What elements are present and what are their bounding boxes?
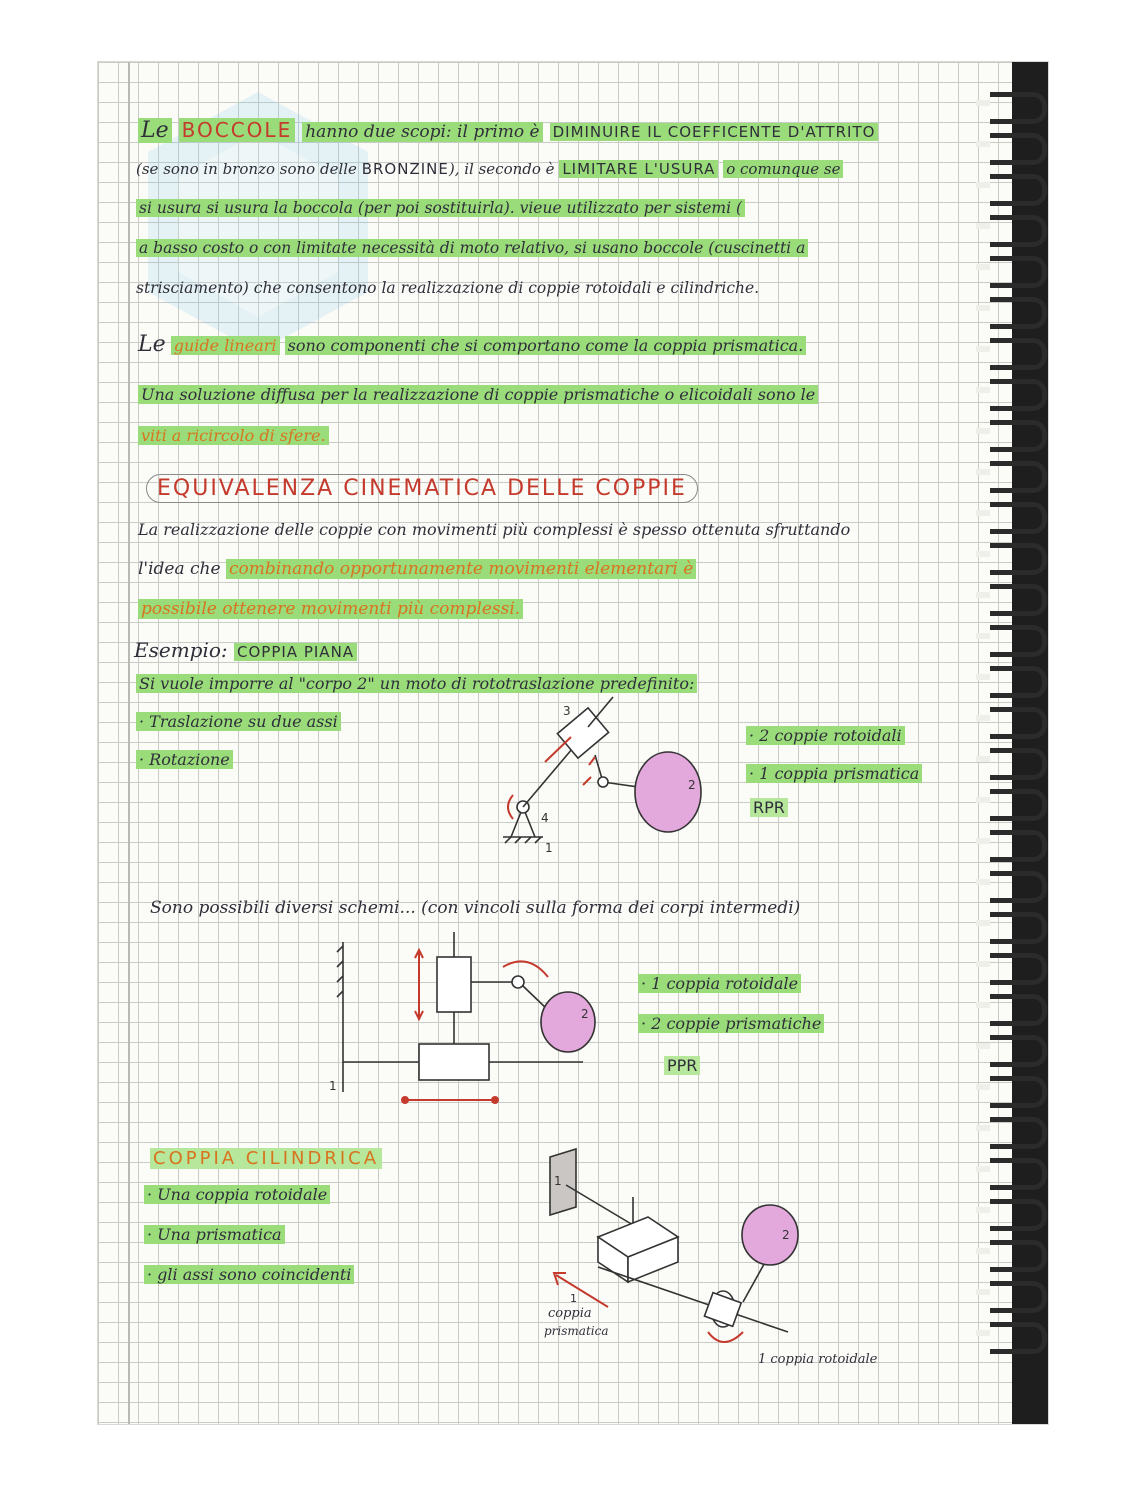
example-side1	[746, 726, 905, 745]
p4-line3-orange: possibile ottenere movimenti più complessi.	[138, 599, 523, 619]
line3: si usura si usura la boccola (per poi sostituirla). vieue utilizzato per sistemi (	[136, 199, 745, 217]
paragraph1-line5	[136, 279, 759, 297]
body2-ellipse	[635, 752, 701, 832]
fig2-label-1: 1	[329, 1079, 337, 1093]
paragraph1-line1	[138, 118, 878, 143]
figure-cylindrical	[538, 1147, 818, 1357]
p2-lead: Le	[138, 332, 166, 357]
cyl-bullet2-text: · Una prismatica	[144, 1225, 285, 1244]
spiral-ring	[990, 1076, 1047, 1108]
spiral-ring	[990, 1199, 1047, 1231]
spiral-ring	[990, 379, 1047, 411]
fig1-label-1: 1	[545, 841, 553, 855]
cyl-rot-label-text: 1 coppia rotoidale	[758, 1352, 878, 1367]
paragraph3-line1	[138, 385, 818, 404]
schemes-intro-text: Sono possibili diversi schemi... (con vincoli sulla forma dei corpi intermedi)	[150, 898, 801, 918]
p4-line2-orange: combinando opportunamente movimenti elementari è	[226, 559, 696, 579]
schemes-code	[664, 1056, 700, 1075]
example-bullet2	[136, 750, 233, 769]
body2-ellipse-2	[541, 992, 595, 1052]
cyl-bullet2	[144, 1225, 285, 1244]
fig1-label-3: 3	[563, 704, 571, 718]
line4: a basso costo o con limitate necessità di moto relativo, si usano boccole (cuscinetti a	[136, 239, 808, 257]
spiral-ring	[990, 1281, 1047, 1313]
line1-caps: DIMINUIRE IL COEFFICENTE D'ATTRITO	[550, 123, 879, 141]
example-side2	[746, 764, 922, 783]
schemes-side2	[638, 1014, 824, 1033]
schemes-side1-text: · 1 coppia rotoidale	[638, 974, 801, 993]
example-side2-text: · 1 coppia prismatica	[746, 764, 922, 783]
spiral-ring	[990, 666, 1047, 698]
spiral-ring	[990, 338, 1047, 370]
example-line	[134, 638, 357, 662]
paragraph2	[138, 332, 806, 357]
figure-ppr	[323, 922, 623, 1122]
example-caps: COPPIA PIANA	[234, 643, 357, 661]
paragraph1-line4	[136, 239, 808, 257]
spiral-ring	[990, 543, 1047, 575]
margin-line	[128, 62, 130, 1424]
fig3-label-1: 1	[554, 1174, 562, 1188]
spiral-ring	[990, 789, 1047, 821]
paragraph1-line3	[136, 199, 745, 217]
p3-line1: Una soluzione diffusa per la realizzazione di coppie prismatiche o elicoidali sono le	[138, 385, 818, 404]
spiral-ring	[990, 625, 1047, 657]
spiral-ring	[990, 1322, 1047, 1354]
fig2-label-2: 2	[581, 1007, 589, 1021]
paragraph4-line2	[138, 559, 696, 579]
spiral-ring	[990, 912, 1047, 944]
spiral-ring	[990, 994, 1047, 1026]
spiral-ring	[990, 420, 1047, 452]
p4-line2a: l'idea che	[138, 559, 221, 579]
cyl-bullet1	[144, 1185, 330, 1204]
fig3-label-2: 2	[782, 1228, 790, 1242]
spiral-ring	[990, 133, 1047, 165]
spiral-ring	[990, 1117, 1047, 1149]
p2-rest: sono componenti che si comportano come la coppia prismatica.	[285, 336, 807, 355]
example-side1-text: · 2 coppie rotoidali	[746, 726, 905, 745]
line1-rest: hanno due scopi: il primo è	[302, 122, 542, 142]
example-label: Esempio:	[134, 638, 228, 662]
spiral-ring	[990, 1240, 1047, 1272]
figure-rpr	[483, 677, 733, 857]
line2-caps2: LIMITARE L'USURA	[559, 160, 718, 178]
spiral-ring	[990, 707, 1047, 739]
line5: strisciamento) che consentono la realizzazione di coppie rotoidali e cilindriche.	[136, 279, 760, 297]
example-code	[750, 798, 788, 817]
paragraph4-line1	[138, 520, 850, 539]
word-le: Le	[138, 118, 172, 143]
schemes-intro	[150, 898, 800, 918]
line2b: ), il secondo è	[448, 160, 555, 178]
spiral-ring	[990, 584, 1047, 616]
schemes-side1	[638, 974, 801, 993]
spiral-ring	[990, 1035, 1047, 1067]
paragraph4-line3	[138, 599, 523, 619]
spiral-ring	[990, 297, 1047, 329]
spiral-ring	[990, 748, 1047, 780]
paragraph3-line2	[138, 426, 329, 445]
line2c: o comunque se	[723, 160, 843, 178]
paragraph1-line2	[136, 160, 843, 178]
spiral-ring	[990, 1158, 1047, 1190]
spiral-ring	[990, 502, 1047, 534]
cylindrical-heading	[150, 1147, 382, 1169]
schemes-code-text: PPR	[664, 1056, 700, 1075]
word-boccole: BOCCOLE	[179, 118, 296, 142]
schemes-side2-text: · 2 coppie prismatiche	[638, 1014, 824, 1033]
fig1-label-2: 2	[688, 778, 696, 792]
cyl-bullet3	[144, 1265, 354, 1284]
cyl-bullet1-text: · Una coppia rotoidale	[144, 1185, 330, 1204]
p3-line2: viti a ricircolo di sfere.	[138, 426, 329, 445]
cylindrical-heading-text: COPPIA CILINDRICA	[150, 1148, 382, 1169]
spiral-ring	[990, 215, 1047, 247]
example-bullet2-text: · Rotazione	[136, 750, 233, 769]
cyl-prism-n-text: 1	[570, 1292, 577, 1305]
spiral-ring	[990, 461, 1047, 493]
spiral-ring	[990, 953, 1047, 985]
spiral-ring	[990, 256, 1047, 288]
spiral-ring	[990, 830, 1047, 862]
notebook-page	[98, 62, 1048, 1424]
spiral-ring	[990, 174, 1047, 206]
example-bullet1-text: · Traslazione su due assi	[136, 712, 341, 731]
example-bullet1	[136, 712, 341, 731]
fig1-label-4: 4	[541, 811, 549, 825]
p2-orange: guide lineari	[171, 336, 280, 355]
spiral-ring	[990, 92, 1047, 124]
spiral-ring	[990, 871, 1047, 903]
line2-caps1: BRONZINE	[361, 160, 449, 178]
line2a: (se sono in bronzo sono delle	[136, 160, 357, 178]
p4-line1: La realizzazione delle coppie con movimenti più complessi è spesso ottenuta sfruttando	[138, 520, 851, 539]
example-intro-text: Si vuole imporre al "corpo 2" un moto di rototraslazione predefinito:	[136, 674, 697, 693]
cyl-prism-label2-text: prismatica	[544, 1324, 609, 1338]
heading-equivalenza: EQUIVALENZA CINEMATICA DELLE COPPIE	[146, 474, 698, 503]
example-code-text: RPR	[750, 798, 788, 817]
cyl-bullet3-text: · gli assi sono coincidenti	[144, 1265, 354, 1284]
cyl-prism-label1-text: coppia	[548, 1306, 592, 1321]
